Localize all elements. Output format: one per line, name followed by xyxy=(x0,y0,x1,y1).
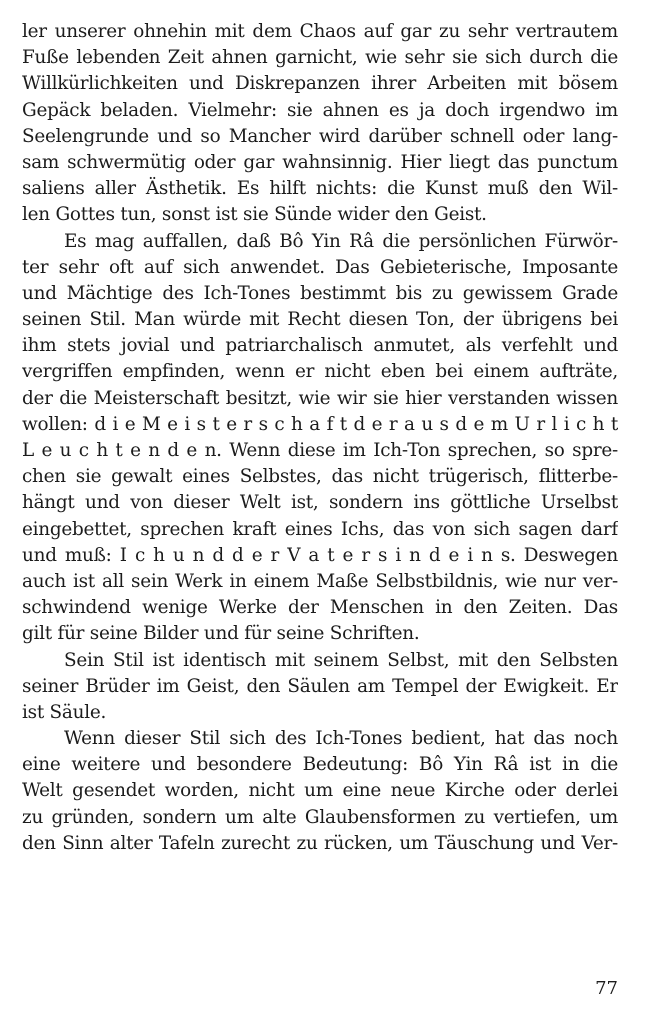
text-line: ter sehr oft auf sich anwendet. Das Gebieterische, Imposante xyxy=(22,256,618,278)
text-line: sam schwermütig oder gar wahnsinnig. Hier liegt das punctum xyxy=(22,151,618,173)
text-line: Wenn dieser Stil sich des Ich-Tones bedient, hat das noch xyxy=(64,728,618,750)
text-line: hängt und von dieser Welt ist, sondern ins göttliche Urselbst xyxy=(22,492,618,514)
text-line: gilt für seine Bilder und für seine Schriften. xyxy=(22,623,420,645)
text-line: Sein Stil ist identisch mit seinem Selbst, mit den Selbsten xyxy=(64,649,618,671)
text-line: ler unserer ohnehin mit dem Chaos auf gar zu sehr vertrautem xyxy=(22,21,618,42)
text-line: eine weitere und besondere Bedeutung: Bô Yin Râ ist in die xyxy=(22,754,618,776)
text-line: Welt gesendet worden, nicht um eine neue Kirche oder derlei xyxy=(22,780,618,802)
text-line: Es mag auffallen, daß Bô Yin Râ die persönlichen Fürwör- xyxy=(64,230,618,252)
body-text xyxy=(22,19,618,857)
page-number: 77 xyxy=(595,978,618,999)
text-line: auch ist all sein Werk in einem Maße Selbstbildnis, wie nur ver- xyxy=(22,570,618,592)
text-line: Willkürlichkeiten und Diskrepanzen ihrer Arbeiten mit bösem xyxy=(22,73,618,95)
text-line: und muß: I c h u n d d e r V a t e r s i n d e i n s. Deswegen xyxy=(22,544,618,566)
text-line: schwindend wenige Werke der Menschen in den Zeiten. Das xyxy=(22,597,618,619)
text-line: seiner Brüder im Geist, den Säulen am Tempel der Ewigkeit. Er xyxy=(22,675,618,697)
text-line: den Sinn alter Tafeln zurecht zu rücken, um Täuschung und Ver- xyxy=(22,832,618,854)
text-line: ihm stets jovial und patriarchalisch anmutet, als verfehlt und xyxy=(22,335,618,357)
text-line: der die Meisterschaft besitzt, wie wir sie hier verstanden wissen xyxy=(22,387,618,409)
text-line: ist Säule. xyxy=(22,701,107,723)
text-line: L e u c h t e n d e n. Wenn diese im Ich-Ton sprechen, so spre- xyxy=(22,440,618,461)
text-line: Seelengrunde und so Mancher wird darüber schnell oder lang- xyxy=(22,125,618,147)
text-line: len Gottes tun, sonst ist sie Sünde wider den Geist. xyxy=(22,204,487,226)
text-line: chen sie gewalt eines Selbstes, das nicht trügerisch, flitterbe- xyxy=(22,466,618,488)
text-line: Fuße lebenden Zeit ahnen garnicht, wie sehr sie sich durch die xyxy=(22,47,618,69)
text-line: zu gründen, sondern um alte Glaubensformen zu vertiefen, um xyxy=(22,806,618,828)
text-line: saliens aller Ästhetik. Es hilft nichts: die Kunst muß den Wil- xyxy=(22,178,618,200)
text-line: Gepäck beladen. Vielmehr: sie ahnen es ja doch irgendwo im xyxy=(22,99,618,121)
text-line: und Mächtige des Ich-Tones bestimmt bis zu gewissem Grade xyxy=(22,282,618,304)
text-line: seinen Stil. Man würde mit Recht diesen Ton, der übrigens bei xyxy=(22,309,618,331)
text-line: wollen: d i e M e i s t e r s c h a f t d e r a u s d e m U r l i c h t xyxy=(22,413,618,435)
text-line: vergriffen empfinden, wenn er nicht eben bei einem aufträte, xyxy=(22,361,618,383)
text-line: eingebettet, sprechen kraft eines Ichs, das von sich sagen darf xyxy=(22,518,618,540)
